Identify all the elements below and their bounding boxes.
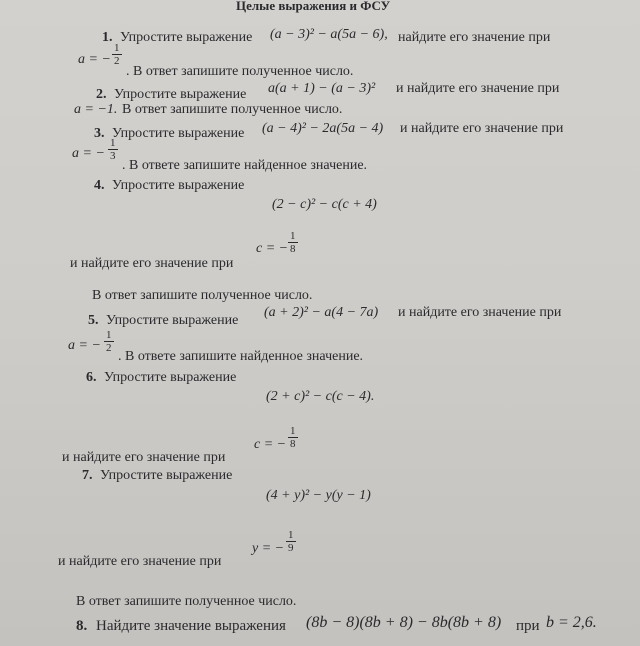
task-fraction [288, 425, 298, 450]
fraction-denominator: 2 [114, 55, 120, 67]
task-fraction [288, 230, 298, 255]
task-number: 7. [82, 468, 93, 483]
task-number: 3. [94, 126, 105, 141]
task-prompt: Упростите выражение [100, 468, 233, 483]
fraction-denominator: 3 [110, 150, 116, 162]
task-value: b = 2,6. [546, 614, 597, 631]
task-value: a = −1. [74, 102, 118, 117]
task-expression: (a − 3)² − a(5a − 6), [270, 27, 388, 42]
fraction-denominator: 8 [290, 438, 296, 450]
task-expression: (2 + c)² − c(c − 4). [266, 389, 375, 404]
task-prompt: Упростите выражение [112, 178, 245, 193]
task-suffix: и найдите его значение при [70, 256, 234, 271]
task-prompt: Упростите выражение [106, 313, 239, 328]
fraction-numerator: 1 [290, 425, 296, 437]
task-prompt: Упростите выражение [114, 87, 247, 102]
task-expression: a(a + 1) − (a − 3)² [268, 81, 376, 96]
task-variable: a = − [72, 146, 105, 161]
task-suffix: и найдите его значение при [58, 554, 222, 569]
task-expression: (a − 4)² − 2a(5a − 4) [262, 121, 384, 136]
task-number: 5. [88, 313, 99, 328]
worksheet-title: Целые выражения и ФСУ [236, 0, 391, 13]
task-expression: (2 − c)² − c(c + 4) [272, 197, 377, 212]
task-fraction [286, 529, 296, 554]
fraction-numerator: 1 [106, 329, 112, 341]
fraction-denominator: 2 [106, 342, 112, 354]
task-prompt: Найдите значение выражения [96, 618, 286, 634]
fraction-denominator: 9 [288, 542, 294, 554]
task-prompt: Упростите выражение [112, 126, 245, 141]
task-number: 1. [102, 30, 113, 45]
task-variable: a = − [78, 52, 111, 67]
task-expression: (4 + y)² − y(y − 1) [266, 488, 371, 503]
fraction-numerator: 1 [110, 137, 116, 149]
task-suffix: и найдите его значение при [396, 81, 560, 96]
task-instruction: . В ответе запишите найденное значение. [118, 349, 364, 364]
task-fraction [108, 137, 118, 162]
task-fraction [112, 42, 122, 67]
task-suffix: найдите его значение при [398, 30, 551, 45]
task-variable: a = − [68, 338, 101, 353]
task-suffix: и найдите его значение при [400, 121, 564, 136]
task-instruction: . В ответе запишите найденное значение. [122, 158, 368, 173]
task-suffix: при [516, 618, 540, 634]
task-number: 4. [94, 178, 105, 193]
task-prompt: Упростите выражение [104, 370, 237, 385]
task-expression: (a + 2)² − a(4 − 7a) [264, 305, 379, 320]
task-instruction: . В ответ запишите полученное число. [126, 64, 354, 79]
fraction-denominator: 8 [290, 243, 296, 255]
task-suffix: и найдите его значение при [62, 450, 226, 465]
task-variable: c = − [256, 241, 289, 256]
fraction-numerator: 1 [290, 230, 296, 242]
task-number: 6. [86, 370, 97, 385]
task-instruction: В ответ запишите полученное число. [92, 288, 313, 303]
task-suffix: и найдите его значение при [398, 305, 562, 320]
task-number: 8. [76, 618, 88, 634]
task-prompt: Упростите выражение [120, 30, 253, 45]
task-expression: (8b − 8)(8b + 8) − 8b(8b + 8) [306, 614, 502, 631]
fraction-numerator: 1 [114, 42, 120, 54]
task-instruction: В ответ запишите полученное число. [122, 102, 343, 117]
task-number: 2. [96, 87, 107, 102]
task-variable: y = − [252, 541, 285, 556]
fraction-numerator: 1 [288, 529, 294, 541]
task-fraction [104, 329, 114, 354]
task-variable: c = − [254, 437, 287, 452]
task-instruction: В ответ запишите полученное число. [76, 594, 297, 609]
